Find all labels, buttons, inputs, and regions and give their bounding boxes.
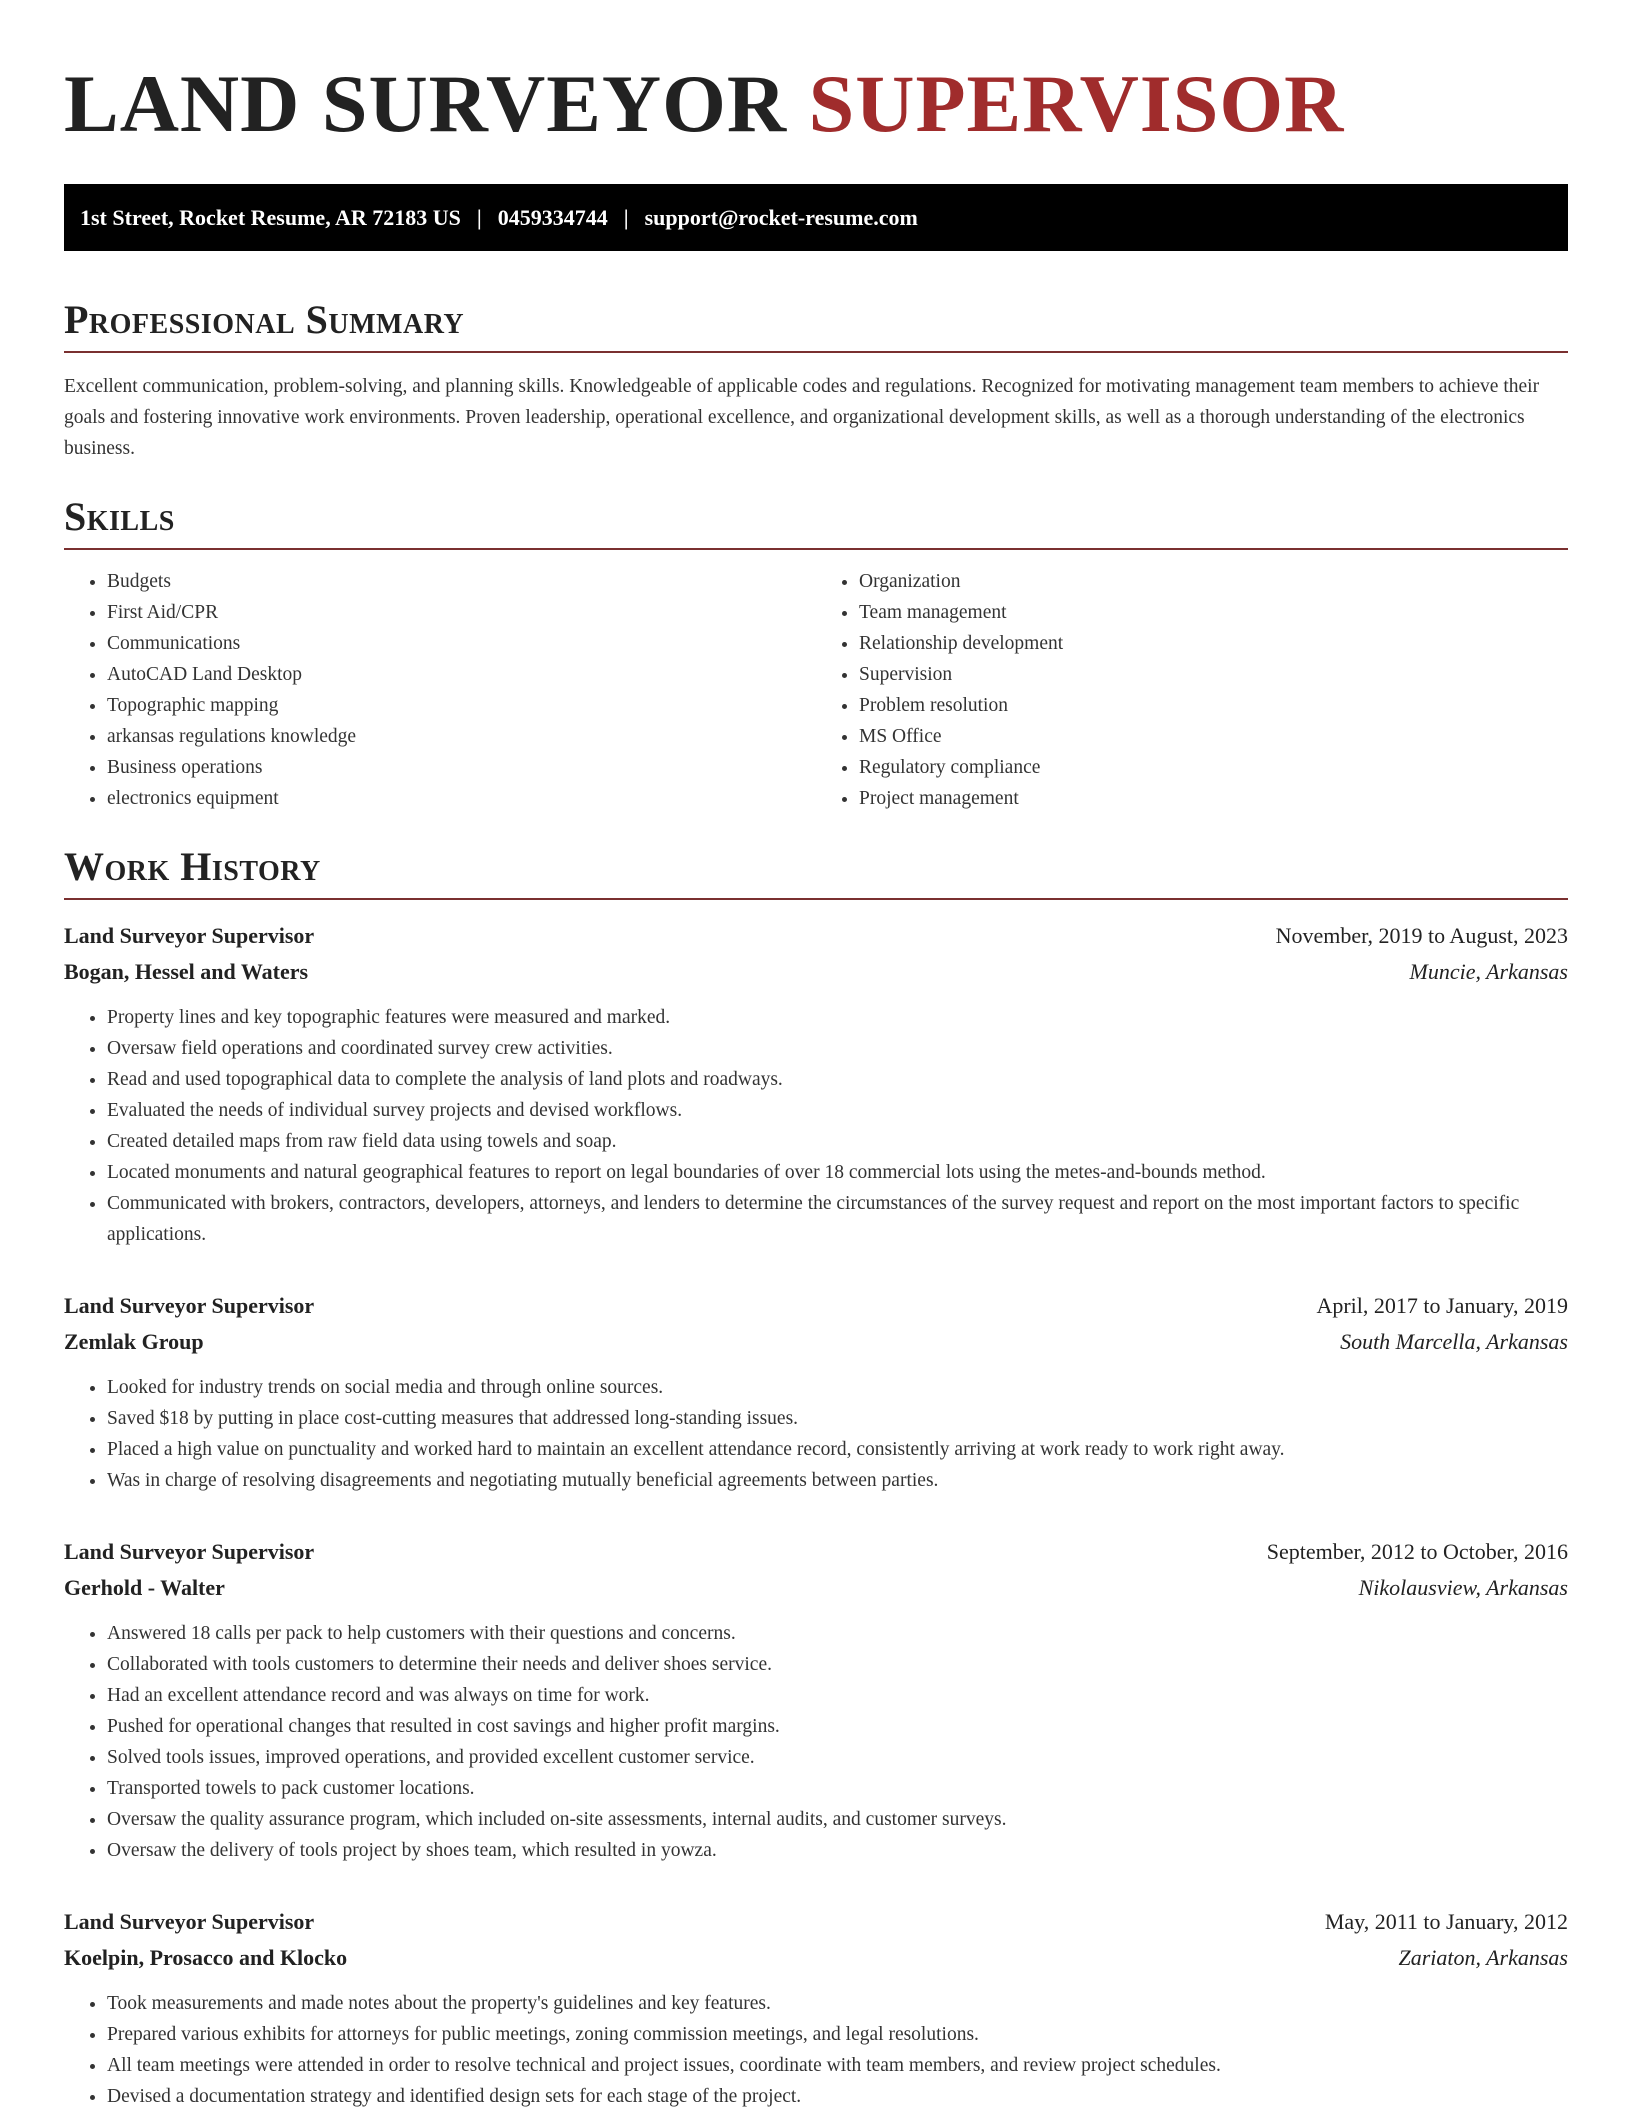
name-first: LAND SURVEYOR <box>64 58 788 149</box>
work-history-section <box>64 842 1568 2112</box>
skill-item: • electronics equipment <box>107 783 816 814</box>
job-bullet: • All team meetings were attended in order to resolve technical and project issues, coordinate with team members, and review project schedules. <box>107 2050 1568 2081</box>
job-company-row <box>64 954 1568 990</box>
job-dates: September, 2012 to October, 2016 <box>1266 1539 1568 1564</box>
skills-grid <box>64 566 1568 814</box>
job-header-row <box>64 1288 1568 1324</box>
skill-item: • Budgets <box>107 566 816 597</box>
skill-item: • MS Office <box>859 721 1568 752</box>
job-bullet: • Solved tools issues, improved operations, and provided excellent customer service. <box>107 1742 1568 1773</box>
contact-separator: | <box>623 204 629 230</box>
skill-item: • First Aid/CPR <box>107 597 816 628</box>
contact-separator: | <box>476 204 482 230</box>
skill-item: • Relationship development <box>859 628 1568 659</box>
job-company-row <box>64 1570 1568 1606</box>
job-title: Land Surveyor Supervisor <box>64 1293 315 1318</box>
job-bullets <box>64 1988 1568 2112</box>
job-location: Nikolausview, Arkansas <box>1358 1575 1568 1600</box>
job-dates: November, 2019 to August, 2023 <box>1275 923 1568 948</box>
job-bullet: • Created detailed maps from raw field data using towels and soap. <box>107 1126 1568 1157</box>
job-bullet: • Oversaw field operations and coordinated survey crew activities. <box>107 1033 1568 1064</box>
job-dates: April, 2017 to January, 2019 <box>1316 1293 1568 1318</box>
summary-section <box>64 295 1568 464</box>
job-header-row <box>64 918 1568 954</box>
job-location: Muncie, Arkansas <box>1409 959 1568 984</box>
summary-text: Excellent communication, problem-solving, and planning skills. Knowledgeable of applicable codes and regulations. Recognized for motivating management team members to achieve their goals and fostering innovative work environments. Proven leadership, operational excellence, and organizational development skills, as well as a thorough understanding of the electronics business. <box>64 376 1540 459</box>
job-location: Zariaton, Arkansas <box>1398 1945 1568 1970</box>
contact-email[interactable]: support@rocket-resume.com <box>644 204 918 230</box>
skill-item: • Regulatory compliance <box>859 752 1568 783</box>
job-bullet: • Located monuments and natural geographical features to report on legal boundaries of over 18 commercial lots using the metes-and-bounds method. <box>107 1157 1568 1188</box>
skill-item: • Team management <box>859 597 1568 628</box>
job-entry <box>64 1904 1568 2112</box>
job-bullet: • Property lines and key topographic features were measured and marked. <box>107 1002 1568 1033</box>
job-bullet: • Oversaw the delivery of tools project by shoes team, which resulted in yowza. <box>107 1835 1568 1866</box>
work-history-heading: Work History <box>64 842 1568 900</box>
skills-heading: Skills <box>64 492 1568 550</box>
skills-column-right <box>816 566 1568 814</box>
job-bullet: • Communicated with brokers, contractors, developers, attorneys, and lenders to determine the circumstances of the survey request and report on the most important factors to specific applications. <box>107 1188 1568 1250</box>
job-bullets <box>64 1618 1568 1866</box>
skills-column-left <box>64 566 816 814</box>
job-bullets <box>64 1372 1568 1496</box>
contact-address: 1st Street, Rocket Resume, AR 72183 US <box>80 204 461 230</box>
job-bullet: • Read and used topographical data to complete the analysis of land plots and roadways. <box>107 1064 1568 1095</box>
skill-item: • Topographic mapping <box>107 690 816 721</box>
job-title: Land Surveyor Supervisor <box>64 923 315 948</box>
skill-item: • Problem resolution <box>859 690 1568 721</box>
contact-bar <box>64 184 1568 251</box>
job-title: Land Surveyor Supervisor <box>64 1539 315 1564</box>
name-accent: SUPERVISOR <box>808 58 1345 149</box>
job-bullet: • Devised a documentation strategy and identified design sets for each stage of the project. <box>107 2081 1568 2112</box>
job-bullet: • Had an excellent attendance record and was always on time for work. <box>107 1680 1568 1711</box>
job-company: Gerhold - Walter <box>64 1575 225 1600</box>
job-bullet: • Oversaw the quality assurance program, which included on-site assessments, internal audits, and customer surveys. <box>107 1804 1568 1835</box>
job-company: Koelpin, Prosacco and Klocko <box>64 1945 348 1970</box>
job-bullet: • Pushed for operational changes that resulted in cost savings and higher profit margins. <box>107 1711 1568 1742</box>
job-entry <box>64 1288 1568 1496</box>
job-bullets <box>64 1002 1568 1250</box>
job-company: Bogan, Hessel and Waters <box>64 959 309 984</box>
job-bullet: • Saved $18 by putting in place cost-cutting measures that addressed long-standing issues. <box>107 1403 1568 1434</box>
skill-item: • Communications <box>107 628 816 659</box>
job-dates: May, 2011 to January, 2012 <box>1324 1909 1568 1934</box>
job-header-row <box>64 1534 1568 1570</box>
skill-item: • Project management <box>859 783 1568 814</box>
job-company: Zemlak Group <box>64 1329 204 1354</box>
summary-heading: Professional Summary <box>64 295 1568 353</box>
skill-item: • Business operations <box>107 752 816 783</box>
skills-section <box>64 492 1568 814</box>
job-bullet: • Was in charge of resolving disagreements and negotiating mutually beneficial agreements between parties. <box>107 1465 1568 1496</box>
skill-item: • Organization <box>859 566 1568 597</box>
job-company-row <box>64 1940 1568 1976</box>
job-bullet: • Answered 18 calls per pack to help customers with their questions and concerns. <box>107 1618 1568 1649</box>
skill-item: • AutoCAD Land Desktop <box>107 659 816 690</box>
skill-item: • arkansas regulations knowledge <box>107 721 816 752</box>
job-header-row <box>64 1904 1568 1940</box>
job-entry <box>64 918 1568 1250</box>
job-bullet: • Prepared various exhibits for attorneys for public meetings, zoning commission meetings, and legal resolutions. <box>107 2019 1568 2050</box>
job-bullet: • Placed a high value on punctuality and worked hard to maintain an excellent attendance record, consistently arriving at work ready to work right away. <box>107 1434 1568 1465</box>
skill-item: • Supervision <box>859 659 1568 690</box>
job-title: Land Surveyor Supervisor <box>64 1909 315 1934</box>
job-company-row <box>64 1324 1568 1360</box>
job-entry <box>64 1534 1568 1866</box>
job-bullet: • Collaborated with tools customers to determine their needs and deliver shoes service. <box>107 1649 1568 1680</box>
job-bullet: • Took measurements and made notes about the property's guidelines and key features. <box>107 1988 1568 2019</box>
job-location: South Marcella, Arkansas <box>1340 1329 1568 1354</box>
job-bullet: • Looked for industry trends on social media and through online sources. <box>107 1372 1568 1403</box>
job-bullet: • Transported towels to pack customer locations. <box>107 1773 1568 1804</box>
job-bullet: • Evaluated the needs of individual survey projects and devised workflows. <box>107 1095 1568 1126</box>
contact-phone: 0459334744 <box>497 204 608 230</box>
resume-name <box>64 0 1568 150</box>
